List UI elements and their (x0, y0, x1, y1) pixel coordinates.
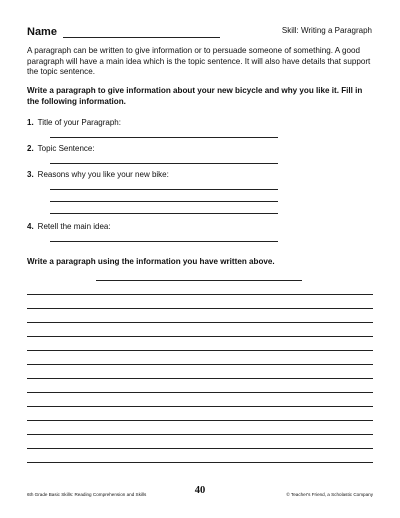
question-text: Topic Sentence: (37, 144, 95, 153)
question-text: Reasons why you like your new bike: (37, 170, 169, 179)
writing-line[interactable] (27, 322, 373, 323)
writing-line[interactable] (27, 294, 373, 295)
question-2 (27, 144, 95, 153)
footer-copyright: © Teacher's Friend, a Scholastic Company (286, 492, 373, 497)
writing-line[interactable] (27, 448, 373, 449)
question-1 (27, 118, 121, 127)
question-4 (27, 222, 111, 231)
name-row (27, 26, 220, 38)
name-label: Name (27, 26, 57, 38)
writing-line[interactable] (27, 406, 373, 407)
answer-line[interactable] (50, 137, 278, 138)
writing-line[interactable] (27, 378, 373, 379)
question-number: 3. (27, 170, 34, 179)
question-text: Title of your Paragraph: (37, 118, 121, 127)
writing-line[interactable] (27, 350, 373, 351)
writing-line[interactable] (27, 336, 373, 337)
writing-line[interactable] (27, 308, 373, 309)
question-number: 1. (27, 118, 34, 127)
answer-line[interactable] (50, 213, 278, 214)
answer-line[interactable] (50, 201, 278, 202)
writing-line[interactable] (27, 364, 373, 365)
writing-line[interactable] (27, 462, 373, 463)
intro-paragraph: A paragraph can be written to give information or to persuade someone of something. A good paragraph will have a main idea which is the topic sentence. It will also have details that support the topic sentence. (27, 46, 371, 77)
footer-book-title: 6th Grade Basic Skills: Reading Comprehension and Skills (27, 492, 147, 497)
skill-label: Skill: Writing a Paragraph (281, 26, 372, 35)
question-number: 2. (27, 144, 34, 153)
answer-line[interactable] (50, 241, 278, 242)
question-number: 4. (27, 222, 34, 231)
name-blank-line[interactable] (63, 27, 220, 38)
writing-line[interactable] (27, 420, 373, 421)
page-number: 40 (194, 485, 206, 496)
writing-line[interactable] (27, 434, 373, 435)
answer-line[interactable] (50, 163, 278, 164)
question-3 (27, 170, 169, 179)
question-text: Retell the main idea: (37, 222, 111, 231)
paragraph-instruction: Write a paragraph using the information you have written above. (27, 257, 275, 266)
answer-line[interactable] (50, 189, 278, 190)
instruction-text: Write a paragraph to give information about your new bicycle and why you like it. Fill in the following information. (27, 86, 363, 106)
paragraph-title-line[interactable] (96, 280, 302, 281)
writing-line[interactable] (27, 392, 373, 393)
